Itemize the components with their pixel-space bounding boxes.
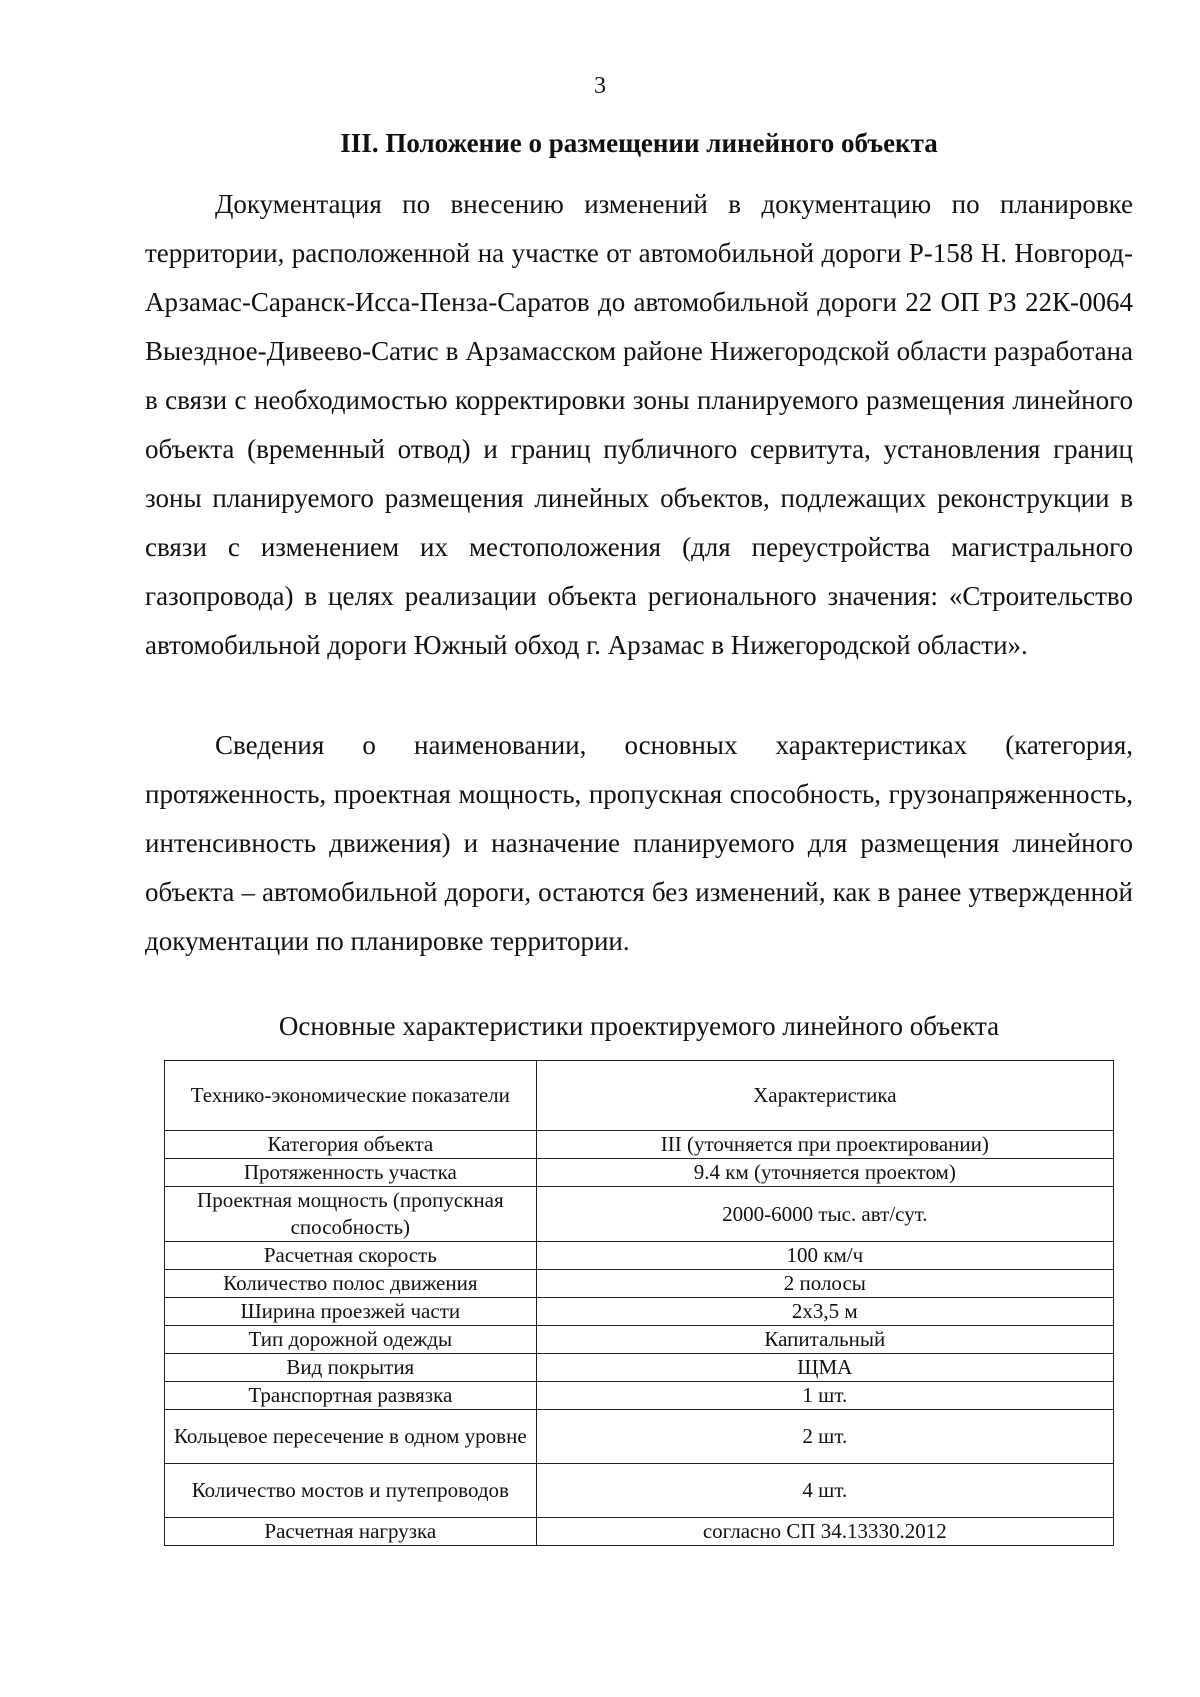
table-cell-parameter: Протяженность участка bbox=[165, 1159, 537, 1187]
table-row bbox=[165, 1187, 1114, 1242]
table-row bbox=[165, 1270, 1114, 1298]
table-cell-value: Капитальный bbox=[536, 1326, 1113, 1354]
table-cell-parameter: Расчетная нагрузка bbox=[165, 1518, 537, 1546]
table-row bbox=[165, 1464, 1114, 1518]
table-cell-parameter: Количество мостов и путепроводов bbox=[165, 1464, 537, 1518]
table-cell-value: 2 шт. bbox=[536, 1410, 1113, 1464]
table-cell-value: 2x3,5 м bbox=[536, 1298, 1113, 1326]
table-cell-parameter: Вид покрытия bbox=[165, 1354, 537, 1382]
table-cell-value: 2 полосы bbox=[536, 1270, 1113, 1298]
table-row bbox=[165, 1242, 1114, 1270]
table-cell-parameter: Количество полос движения bbox=[165, 1270, 537, 1298]
table-row bbox=[165, 1159, 1114, 1187]
characteristics-table bbox=[164, 1060, 1114, 1546]
table-cell-value: 100 км/ч bbox=[536, 1242, 1113, 1270]
table-cell-parameter: Проектная мощность (пропускная способность) bbox=[165, 1187, 537, 1242]
body-paragraph: Документация по внесению изменений в документацию по планировке территории, расположенной на участке от автомобильной дороги Р-158 Н. Новгород-Арзамас-Саранск-Исса-Пенза-Саратов до автомобильной дороги 22 ОП РЗ 22К-0064 Выездное-Дивеево-Сатис в Арзамасском районе Нижегородской области разработана в связи с необходимостью корректировки зоны планируемого размещения линейного объекта (временный отвод) и границ публичного сервитута, установления границ зоны планируемого размещения линейных объектов, подлежащих реконструкции в связи с изменением их местоположения (для переустройства магистрального газопровода) в целях реализации объекта регионального значения: «Строительство автомобильной дороги Южный обход г. Арзамас в Нижегородской области». bbox=[145, 189, 1133, 660]
table-row bbox=[165, 1518, 1114, 1546]
body-paragraph: Сведения о наименовании, основных характеристиках (категория, протяженность, проектная мощность, пропускная способность, грузонапряженность, интенсивность движения) и назначение планируемого для размещения линейного объекта – автомобильной дороги, остаются без изменений, как в ранее утвержденной документации по планировке территории. bbox=[145, 730, 1133, 956]
table-cell-parameter: Категория объекта bbox=[165, 1131, 537, 1159]
section-title: III. Положение о размещении линейного объекта bbox=[340, 128, 938, 158]
table-row bbox=[165, 1410, 1114, 1464]
table-header-cell: Технико-экономические показатели bbox=[165, 1061, 537, 1131]
table-cell-value: 2000-6000 тыс. авт/сут. bbox=[536, 1187, 1113, 1242]
table-cell-value: 1 шт. bbox=[536, 1382, 1113, 1410]
table-cell-value: III (уточняется при проектировании) bbox=[536, 1131, 1113, 1159]
table-cell-value: согласно СП 34.13330.2012 bbox=[536, 1518, 1113, 1546]
table-cell-parameter: Тип дорожной одежды bbox=[165, 1326, 537, 1354]
table-row bbox=[165, 1326, 1114, 1354]
table-cell-value: ЩМА bbox=[536, 1354, 1113, 1382]
table-cell-parameter: Кольцевое пересечение в одном уровне bbox=[165, 1410, 537, 1464]
table-header-row bbox=[165, 1061, 1114, 1131]
table-cell-parameter: Транспортная развязка bbox=[165, 1382, 537, 1410]
table-row bbox=[165, 1382, 1114, 1410]
table-row bbox=[165, 1298, 1114, 1326]
table-row bbox=[165, 1131, 1114, 1159]
table-header-cell: Характеристика bbox=[536, 1061, 1113, 1131]
table-cell-value: 4 шт. bbox=[536, 1464, 1113, 1518]
table-row bbox=[165, 1354, 1114, 1382]
table-cell-parameter: Расчетная скорость bbox=[165, 1242, 537, 1270]
table-cell-value: 9.4 км (уточняется проектом) bbox=[536, 1159, 1113, 1187]
table-caption: Основные характеристики проектируемого линейного объекта bbox=[278, 1011, 1000, 1041]
table-cell-parameter: Ширина проезжей части bbox=[165, 1298, 537, 1326]
page-number: 3 bbox=[594, 73, 606, 99]
